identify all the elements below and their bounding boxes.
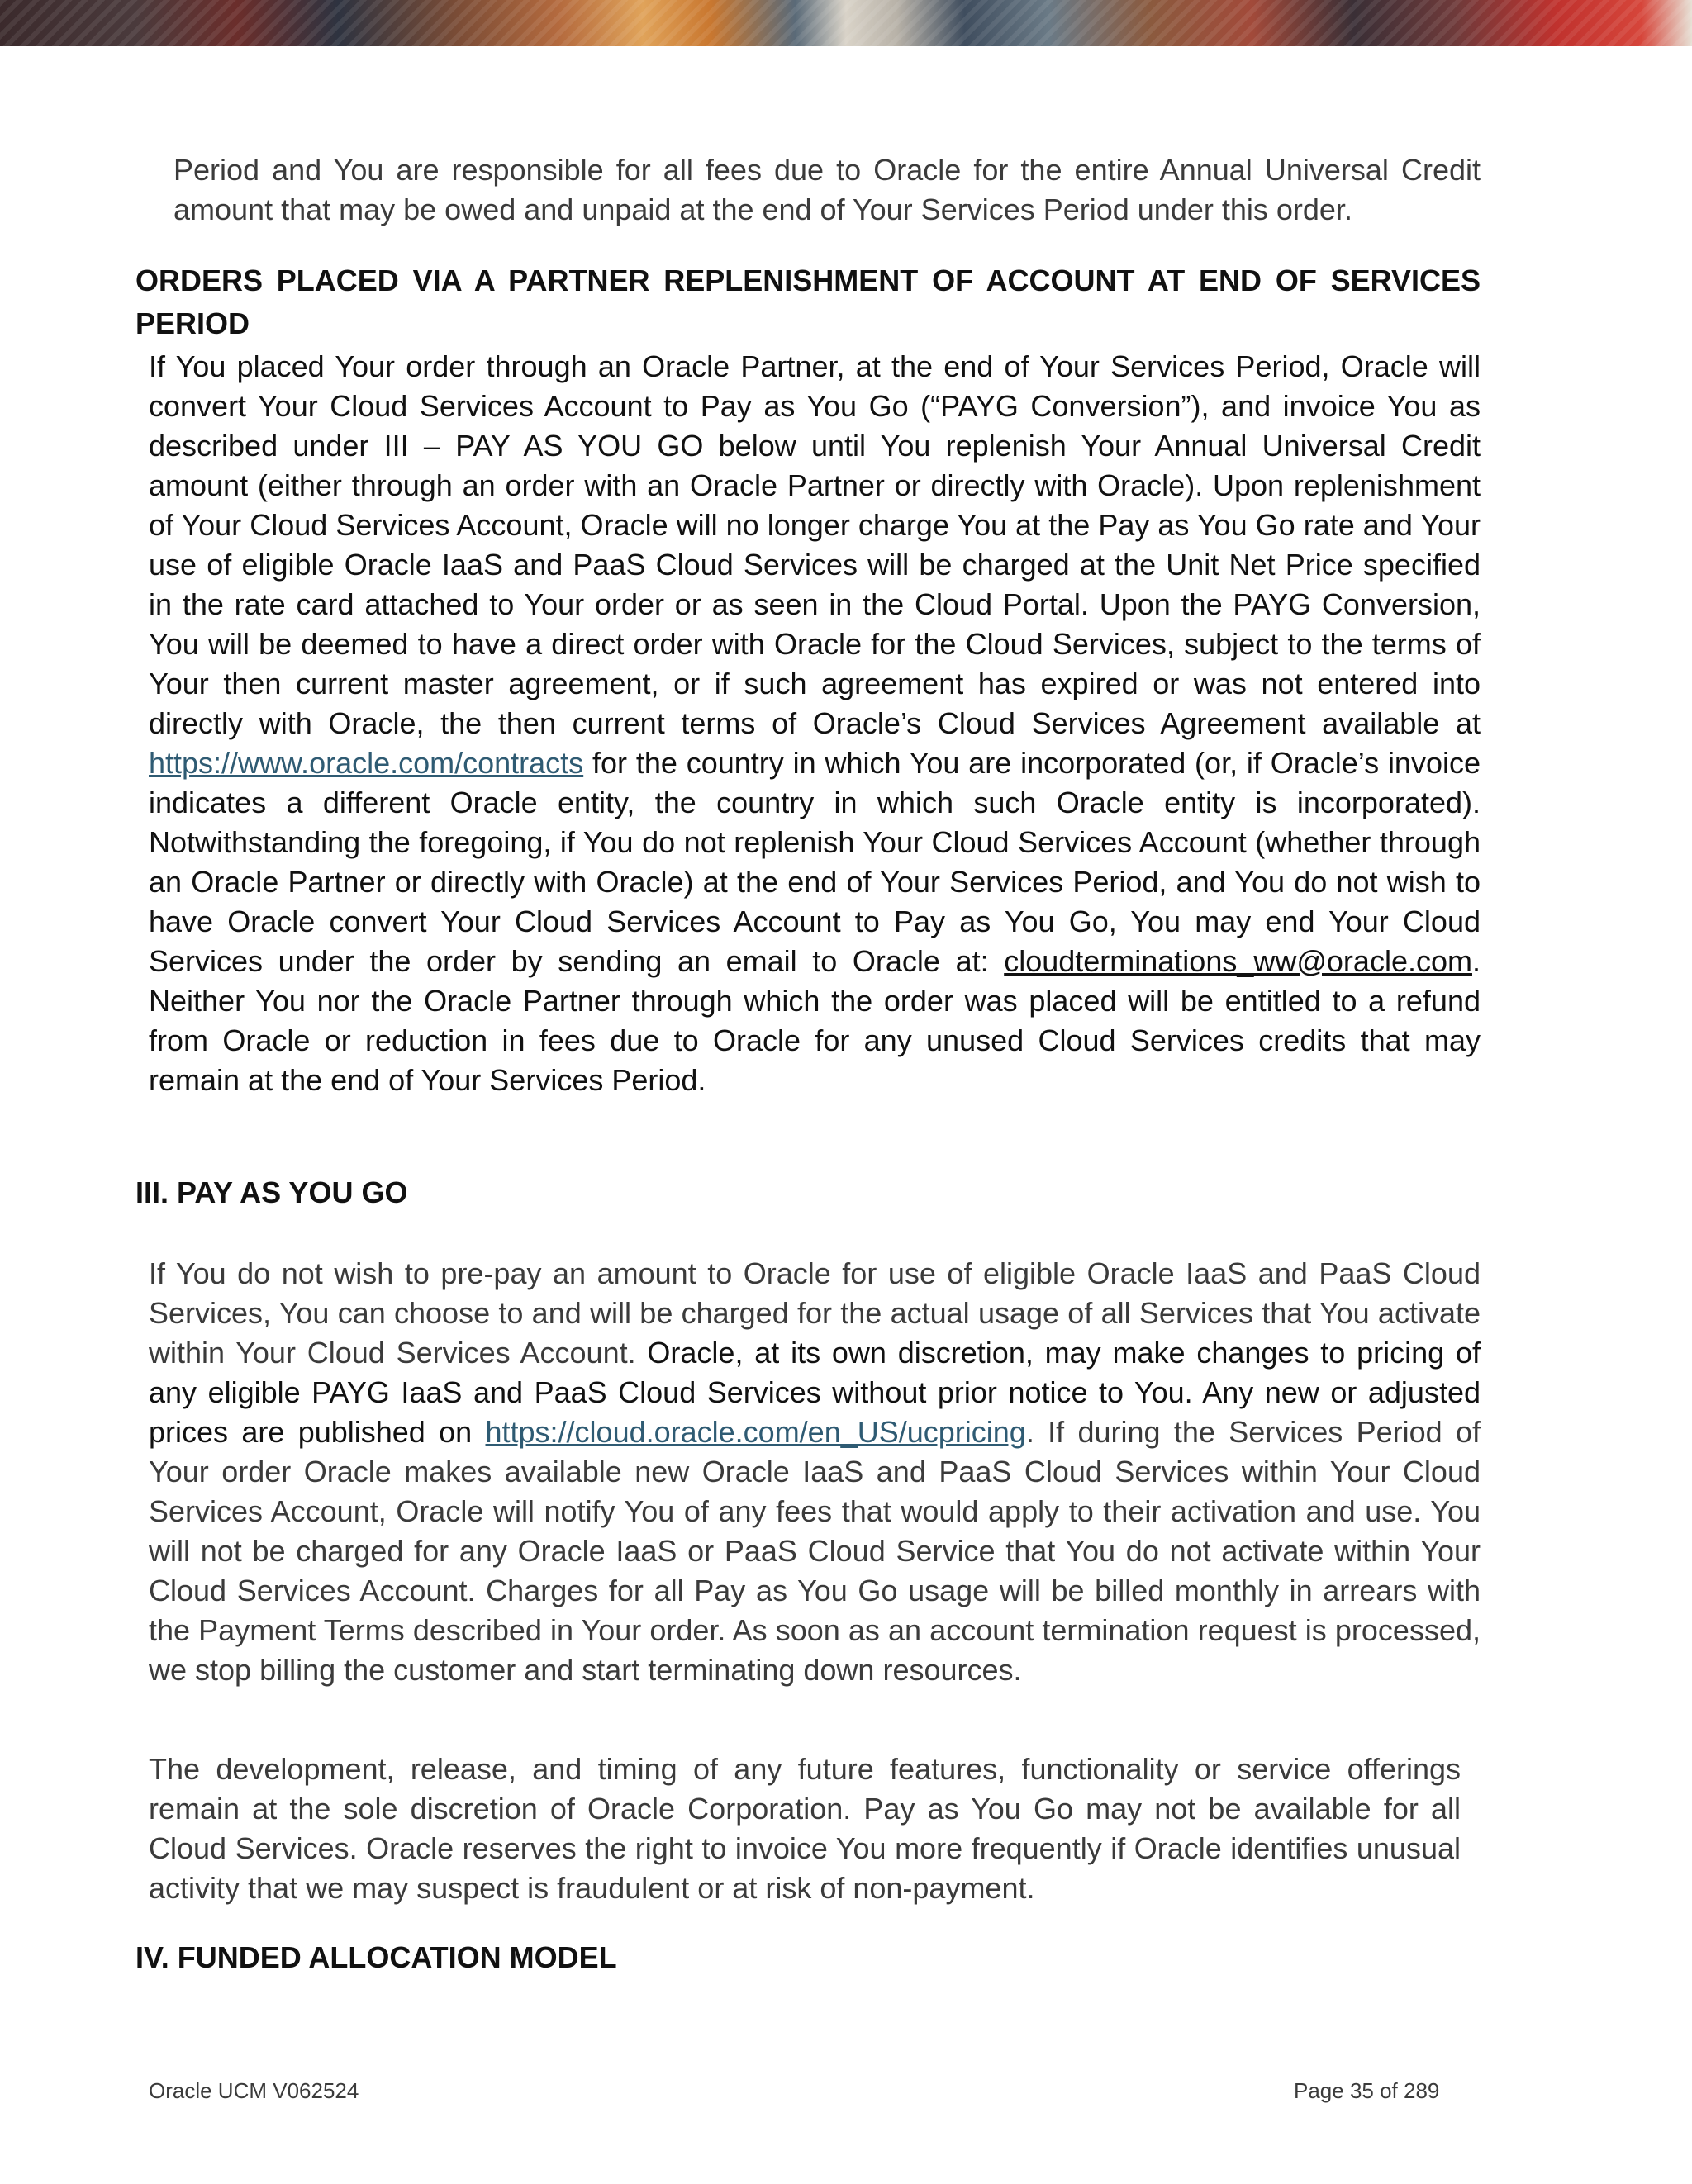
pay-as-you-go-paragraph <box>149 1254 1480 1690</box>
payg-text-part-1: If You do not wish to pre-pay an amount to Oracle for use of eligible Oracle IaaS and PaaS Cloud Services, You can choose to and will be charged for the actual usage of all Services that You activate within Your Cloud Services Account. <box>149 1256 1480 1370</box>
payg-text-part-2: . If during the Services Period of Your order Oracle makes available new Oracle IaaS and PaaS Cloud Services within Your Cloud Services Account, Oracle will notify You of any fees that would apply to their activation and use. You will not be charged for any Oracle IaaS or PaaS Cloud Service that You do not activate within Your Cloud Services Account. Charges for all Pay as You Go usage will be billed monthly in arrears with the Payment Terms described in Your order. As soon as an account termination request is processed, we stop billing the customer and start terminating down resources. <box>149 1415 1480 1687</box>
footer-document-id: Oracle UCM V062524 <box>149 2078 359 2103</box>
payg-pricing-notice: Oracle, at its own discretion, may make changes to pricing of any eligible PAYG IaaS and PaaS Cloud Services without prior notice to You. Any new or adjusted prices are published on <box>149 1336 1480 1449</box>
contracts-link[interactable]: https://www.oracle.com/contracts <box>149 746 584 780</box>
ucpricing-link[interactable]: https://cloud.oracle.com/en_US/ucpricing <box>485 1415 1026 1449</box>
partner-text-part-1: If You placed Your order through an Oracle Partner, at the end of Your Services Period, Oracle will convert Your Cloud Services Account to Pay as You Go (“PAYG Conversion”), and invoice You as described under III – PAY AS YOU GO below until You replenish Your Annual Universal Credit amount (either through an order with an Oracle Partner or directly with Oracle). Upon replenishment of Your Cloud Services Account, Oracle will no longer charge You at the Pay as You Go rate and Your use of eligible Oracle IaaS and PaaS Cloud Services will be charged at the Unit Net Price specified in the rate card attached to Your order or as seen in the Cloud Portal. Upon the PAYG Conversion, You will be deemed to have a direct order with Oracle for the Cloud Services, subject to the terms of Your then current master agreement, or if such agreement has expired or was not entered into directly with Oracle, the then current terms of Oracle’s Cloud Services Agreement available at <box>149 349 1480 740</box>
funded-allocation-heading: IV. FUNDED ALLOCATION MODEL <box>135 1940 617 1974</box>
partner-text-part-2: for the country in which You are incorporated (or, if Oracle’s invoice indicates a different Oracle entity, the country in which such Oracle entity is incorporated). Notwithstanding the foregoing, if You do not replenish Your Cloud Services Account (whether through an Oracle Partner or directly with Oracle) at the end of Your Services Period, and You do not wish to have Oracle convert Your Cloud Services Account to Pay as You Go, You may end Your Cloud Services under the order by sending an email to Oracle at: <box>149 746 1480 978</box>
partner-replenishment-paragraph <box>149 347 1480 1100</box>
partner-text-part-3: . Neither You nor the Oracle Partner through which the order was placed will be entitled to a refund from Oracle or reduction in fees due to Oracle for any unused Cloud Services credits that may remain at the end of Your Services Period. <box>149 944 1480 1097</box>
pay-as-you-go-heading: III. PAY AS YOU GO <box>135 1175 408 1209</box>
termination-email-link[interactable]: cloudterminations_ww@oracle.com <box>1004 944 1472 978</box>
future-features-paragraph: The development, release, and timing of any future features, functionality or service offerings remain at the sole discretion of Oracle Corporation. Pay as You Go may not be available for all Cloud Services. Oracle reserves the right to invoice You more frequently if Oracle identifies unusual activity that we may suspect is fraudulent or at risk of non-payment. <box>149 1752 1461 1905</box>
partner-replenishment-heading: ORDERS PLACED VIA A PARTNER REPLENISHMENT OF ACCOUNT AT END OF SERVICES PERIOD <box>135 264 1480 340</box>
footer-page-number: Page 35 of 289 <box>1294 2078 1440 2103</box>
continuation-paragraph: Period and You are responsible for all fees due to Oracle for the entire Annual Universal Credit amount that may be owed and unpaid at the end of Your Services Period under this order. <box>173 153 1480 226</box>
